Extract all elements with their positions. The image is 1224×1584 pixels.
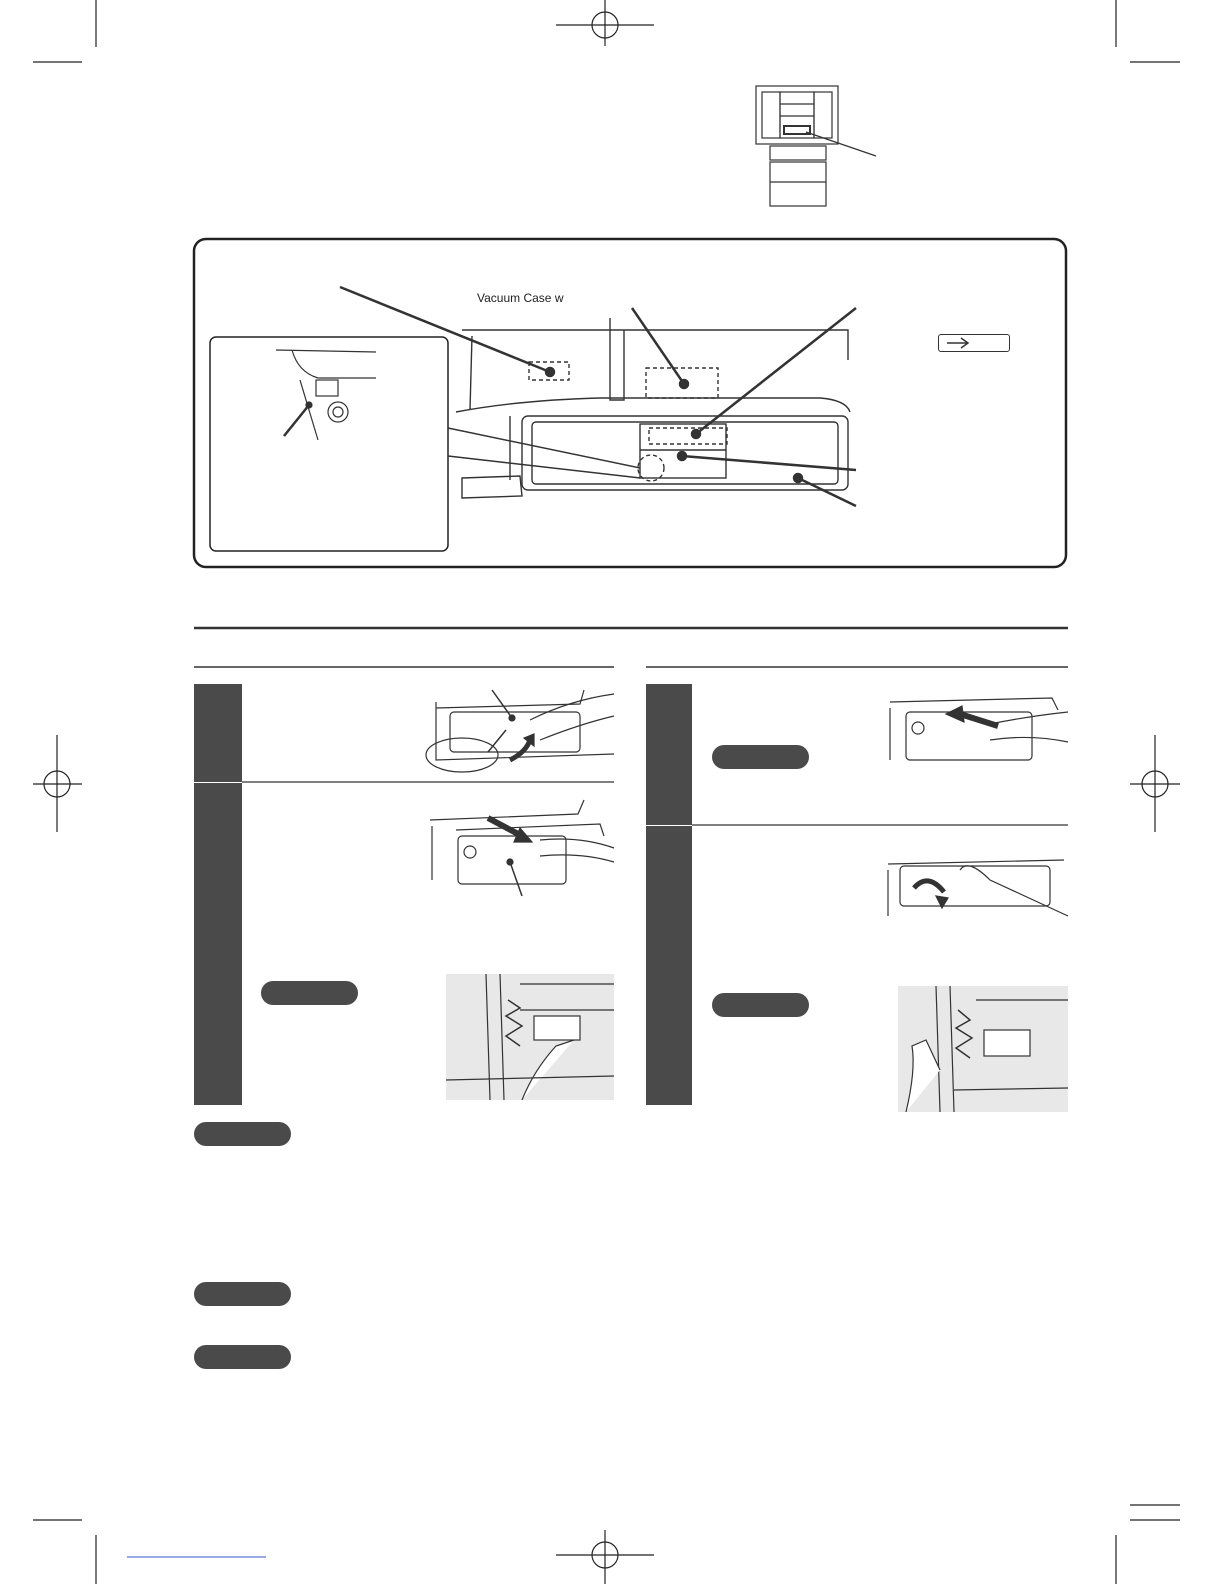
right-arrow-icon: [945, 336, 973, 350]
compartment-drawing: [456, 318, 850, 498]
note-pill-right-step2: [712, 993, 809, 1017]
registration-mark-right: [1130, 735, 1180, 832]
step-illustration-remove: [426, 690, 614, 772]
note-pill-right-step1: [712, 745, 809, 769]
step-bar-left-2: [194, 783, 242, 1105]
arrow-reference-box: [938, 334, 1010, 352]
note-pill-bottom-1: [194, 1122, 291, 1146]
registration-mark-left: [33, 735, 82, 832]
inset-frame: [210, 337, 448, 551]
warning-illustration-left: [446, 974, 614, 1100]
note-pill-bottom-2: [194, 1282, 291, 1306]
step-illustration-insert: [890, 698, 1068, 760]
registration-mark-bottom: [556, 1530, 654, 1584]
diagram-callout-label: Vacuum Case w: [477, 291, 564, 305]
inset-drawing: [276, 350, 640, 478]
refrigerator-icon: [756, 86, 876, 206]
note-pill-left-step2: [261, 981, 358, 1005]
warning-illustration-right: [898, 986, 1068, 1112]
step-bar-right-1: [646, 684, 692, 825]
step-illustration-close: [888, 860, 1068, 916]
step-bar-right-2: [646, 826, 692, 1105]
step-bar-left-1: [194, 684, 242, 782]
diagram-frame: [194, 239, 1066, 567]
note-pill-bottom-3: [194, 1345, 291, 1369]
registration-mark-top: [556, 0, 654, 46]
step-illustration-pull: [430, 800, 614, 896]
